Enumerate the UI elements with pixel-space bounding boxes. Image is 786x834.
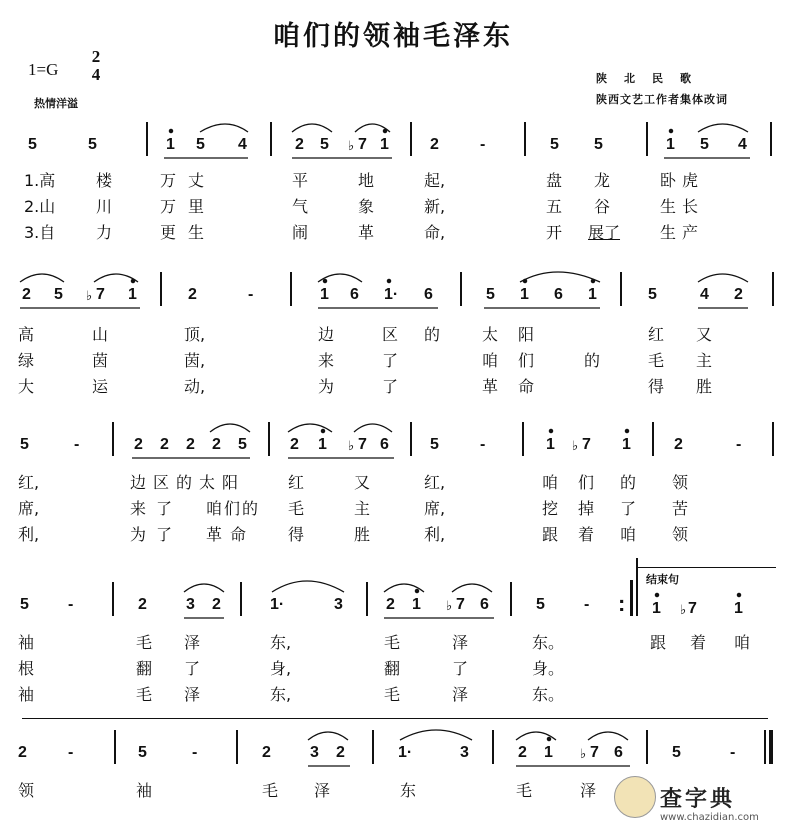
time-signature-bottom: 4: [91, 65, 101, 84]
lyric: 了: [382, 377, 399, 396]
high-octave-dot: [669, 129, 672, 132]
lyric: 泽: [314, 781, 331, 800]
high-octave-dot: [131, 279, 134, 282]
flat-icon: ♭: [86, 289, 93, 304]
note: 2: [262, 744, 271, 761]
lyric: 阳: [518, 325, 535, 344]
note: 5: [320, 136, 329, 153]
ending-label: 结束句: [646, 573, 679, 586]
lyric: 楼: [96, 171, 113, 190]
lyric: 大: [18, 377, 35, 396]
note: 1: [652, 600, 661, 617]
lyric: 东。: [532, 633, 565, 652]
lyric: 席,: [424, 499, 446, 518]
lyric: 东,: [270, 633, 292, 652]
credit-source: 陕 北 民 歌: [596, 72, 694, 85]
note: -: [248, 286, 254, 303]
lyric: 展了: [588, 223, 621, 242]
note: 7: [456, 596, 465, 613]
note: 5: [88, 136, 97, 153]
note: 1·: [384, 286, 399, 303]
lyric: 得: [648, 377, 665, 396]
high-octave-dot: [415, 589, 418, 592]
note: 3: [334, 596, 343, 613]
note: 5: [28, 136, 37, 153]
lyric: 1.高: [24, 171, 56, 190]
lyric: 红,: [424, 473, 446, 492]
lyric: 咱: [734, 633, 751, 652]
slur: [272, 581, 344, 592]
note: 1: [734, 600, 743, 617]
note: 5: [486, 286, 495, 303]
lyric: 川: [96, 197, 113, 216]
lyric: 顶,: [184, 325, 206, 344]
note: 6: [350, 286, 359, 303]
lyric: 身。: [532, 659, 565, 678]
note: -: [730, 744, 736, 761]
lyric: 翻: [136, 659, 153, 678]
note: 1·: [398, 744, 413, 761]
lyric: 跟: [542, 525, 559, 544]
lyric: 主: [354, 499, 371, 518]
lyric: 太: [482, 325, 499, 344]
high-octave-dot: [523, 279, 526, 282]
lyric: 了: [620, 499, 637, 518]
high-octave-dot: [323, 279, 326, 282]
lyric: 领: [18, 781, 35, 800]
note: 1: [128, 286, 137, 303]
note: -: [68, 744, 74, 761]
note: 3: [460, 744, 469, 761]
slur: [210, 424, 250, 432]
note: 1: [412, 596, 421, 613]
lyric: 的: [620, 473, 637, 492]
note: 5: [430, 436, 439, 453]
lyric: 掉: [578, 499, 595, 518]
tempo-marking: 热情洋溢: [34, 97, 78, 110]
note: 7: [582, 436, 591, 453]
lyric: 茵,: [184, 351, 206, 370]
note: 1: [520, 286, 529, 303]
lyric: 翻: [384, 659, 401, 678]
note: 1: [544, 744, 553, 761]
high-octave-dot: [591, 279, 594, 282]
lyric: 万丈: [160, 171, 217, 190]
lyric: 起,: [424, 171, 446, 190]
note: 7: [688, 600, 697, 617]
lyric: 袖: [18, 633, 35, 652]
note: 5: [672, 744, 681, 761]
lyric: 革: [358, 223, 375, 242]
lyric: 毛: [384, 685, 401, 704]
lyric: 龙: [594, 171, 611, 190]
lyric: 东。: [532, 685, 565, 704]
note: -: [480, 436, 486, 453]
note: 2: [290, 436, 299, 453]
lyric: 力: [96, 223, 113, 242]
lyric: 运: [92, 377, 109, 396]
note: 7: [358, 436, 367, 453]
note: 2: [734, 286, 743, 303]
lyric: 绿: [18, 351, 35, 370]
note: 4: [700, 286, 709, 303]
slur: [20, 274, 64, 282]
note: 6: [480, 596, 489, 613]
lyric: 泽: [580, 781, 597, 800]
note: 1: [666, 136, 675, 153]
lyric: 毛: [136, 685, 153, 704]
lyric: 革: [482, 377, 499, 396]
slur: [184, 584, 224, 592]
lyric: 咱: [542, 473, 559, 492]
lyric: 来: [318, 351, 335, 370]
lyric: 的: [424, 325, 441, 344]
lyric: 新,: [424, 197, 446, 216]
high-octave-dot: [383, 129, 386, 132]
note: 5: [238, 436, 247, 453]
note: 5: [594, 136, 603, 153]
flat-icon: ♭: [446, 599, 453, 614]
lyric: 气: [292, 197, 309, 216]
note: 1: [320, 286, 329, 303]
lyric: 咱们的: [206, 499, 261, 518]
lyric: 五: [546, 197, 563, 216]
lyric: 2.山: [24, 197, 56, 216]
lyric: 来了: [130, 499, 183, 518]
lyric: 利,: [424, 525, 446, 544]
lyric: 胜: [696, 377, 713, 396]
note: 1·: [270, 596, 285, 613]
lyric: 了: [184, 659, 201, 678]
note: 1: [546, 436, 555, 453]
lyric: 毛: [288, 499, 305, 518]
lyric: 更生: [160, 223, 217, 242]
slur: [200, 124, 248, 132]
note: 5: [20, 596, 29, 613]
credit-adapter: 陕西文艺工作者集体改词: [596, 93, 728, 106]
lyric: 胜: [354, 525, 371, 544]
high-octave-dot: [737, 593, 740, 596]
note: 2: [212, 596, 221, 613]
note: 7: [590, 744, 599, 761]
high-octave-dot: [169, 129, 172, 132]
note: 1: [166, 136, 175, 153]
high-octave-dot: [547, 737, 550, 740]
lyric: 跟: [650, 633, 667, 652]
high-octave-dot: [625, 429, 628, 432]
flat-icon: ♭: [580, 747, 587, 762]
lyric: 泽: [184, 633, 201, 652]
lyric: 卧虎: [660, 171, 705, 190]
lyric: 茵: [92, 351, 109, 370]
lyric: 山: [92, 325, 109, 344]
note: 1: [622, 436, 631, 453]
lyric: 们: [578, 473, 595, 492]
lyric: 高: [18, 325, 35, 344]
slur: [588, 732, 628, 740]
slur: [520, 272, 600, 282]
lyric: 象: [358, 197, 375, 216]
note: 2: [18, 744, 27, 761]
lyric: 毛: [516, 781, 533, 800]
lyric: 咱: [482, 351, 499, 370]
lyric: 们: [518, 351, 535, 370]
slur: [698, 124, 748, 132]
lyric: 又: [354, 473, 371, 492]
lyric: 挖: [542, 499, 559, 518]
lyric: 动,: [184, 377, 206, 396]
note: 5: [138, 744, 147, 761]
lyric: 的: [584, 351, 601, 370]
flat-icon: ♭: [348, 139, 355, 154]
lyric: 领: [672, 525, 689, 544]
high-octave-dot: [549, 429, 552, 432]
note: -: [74, 436, 80, 453]
flat-icon: ♭: [572, 439, 579, 454]
watermark-url: www.chazidian.com: [660, 812, 759, 823]
lyric: 又: [696, 325, 713, 344]
lyric: 泽: [184, 685, 201, 704]
note: 6: [554, 286, 563, 303]
note: 7: [358, 136, 367, 153]
lyric: 闹: [292, 223, 309, 242]
slur: [400, 730, 472, 740]
high-octave-dot: [655, 593, 658, 596]
lyric: 盘: [546, 171, 563, 190]
note: 6: [380, 436, 389, 453]
note: 2: [295, 136, 304, 153]
note: 5: [550, 136, 559, 153]
lyric: 利,: [18, 525, 40, 544]
lyric: 袖: [136, 781, 153, 800]
lyric: 为: [318, 377, 335, 396]
lyric: 苦: [672, 499, 689, 518]
lyric: 谷: [594, 197, 611, 216]
lyric: 主: [696, 351, 713, 370]
note: 1: [588, 286, 597, 303]
lyric: 领: [672, 473, 689, 492]
lyric: 边区的太阳: [130, 473, 246, 492]
watermark-site: 查字典: [660, 787, 736, 812]
slur: [308, 732, 348, 740]
lyric: 红: [648, 325, 665, 344]
note: 1: [380, 136, 389, 153]
lyric: 泽: [452, 633, 469, 652]
lyric: 生产: [660, 223, 705, 242]
note: 3: [186, 596, 195, 613]
flat-icon: ♭: [348, 439, 355, 454]
lyric: 袖: [18, 685, 35, 704]
high-octave-dot: [321, 429, 324, 432]
note: 4: [738, 136, 747, 153]
repeat-dots: :: [618, 591, 626, 616]
lyric: 着: [690, 633, 707, 652]
lyric: 席,: [18, 499, 40, 518]
note: 5: [20, 436, 29, 453]
lyric: 红: [288, 473, 305, 492]
lyric: 根: [18, 659, 35, 678]
note: 2: [188, 286, 197, 303]
note: 2: [22, 286, 31, 303]
slur: [452, 584, 492, 592]
note: 3: [310, 744, 319, 761]
note: -: [584, 596, 590, 613]
lyric: 边: [318, 325, 335, 344]
flat-icon: ♭: [680, 603, 687, 618]
lyric: 地: [358, 171, 375, 190]
note: 2: [186, 436, 195, 453]
note: -: [736, 436, 742, 453]
note: 5: [648, 286, 657, 303]
note: 2: [212, 436, 221, 453]
lyric: 东,: [270, 685, 292, 704]
note: 7: [96, 286, 105, 303]
note: 2: [430, 136, 439, 153]
lyric: 3.自: [24, 223, 56, 242]
time-signature-top: 2: [91, 47, 101, 66]
note: 1: [318, 436, 327, 453]
note: -: [480, 136, 486, 153]
lyric: 平: [292, 171, 309, 190]
lyric: 革命: [206, 525, 255, 544]
lyric: 命,: [424, 223, 446, 242]
lyric: 区: [382, 325, 399, 344]
lyric: 着: [578, 525, 595, 544]
lyric: 了: [452, 659, 469, 678]
song-title: 咱们的领袖毛泽东: [273, 21, 513, 52]
note: 2: [160, 436, 169, 453]
note: -: [68, 596, 74, 613]
note: 2: [134, 436, 143, 453]
lyric: 了: [382, 351, 399, 370]
note: 2: [138, 596, 147, 613]
lyric: 毛: [648, 351, 665, 370]
note: 6: [424, 286, 433, 303]
lyric: 泽: [452, 685, 469, 704]
note: 2: [674, 436, 683, 453]
watermark-mascot-icon: [614, 776, 656, 818]
note: 5: [196, 136, 205, 153]
lyric: 红,: [18, 473, 40, 492]
lyric: 身,: [270, 659, 292, 678]
slur: [698, 274, 748, 282]
lyric: 生长: [660, 197, 705, 216]
slur: [354, 424, 392, 432]
note: -: [192, 744, 198, 761]
lyric: 毛: [262, 781, 279, 800]
lyric: 万里: [160, 197, 217, 216]
slur: [292, 124, 332, 132]
lyric: 东: [400, 781, 417, 800]
note: 2: [386, 596, 395, 613]
key-signature: 1=G: [28, 60, 59, 79]
lyric: 得: [288, 525, 305, 544]
note: 6: [614, 744, 623, 761]
note: 5: [536, 596, 545, 613]
lyric: 为了: [130, 525, 183, 544]
lyric: 毛: [136, 633, 153, 652]
note: 4: [238, 136, 247, 153]
note: 2: [336, 744, 345, 761]
high-octave-dot: [387, 279, 390, 282]
lyric: 开: [546, 223, 563, 242]
slur: [288, 424, 332, 432]
note: 5: [54, 286, 63, 303]
lyric: 咱: [620, 525, 637, 544]
lyric: 命: [518, 377, 535, 396]
lyric: 毛: [384, 633, 401, 652]
note: 5: [700, 136, 709, 153]
note: 2: [518, 744, 527, 761]
